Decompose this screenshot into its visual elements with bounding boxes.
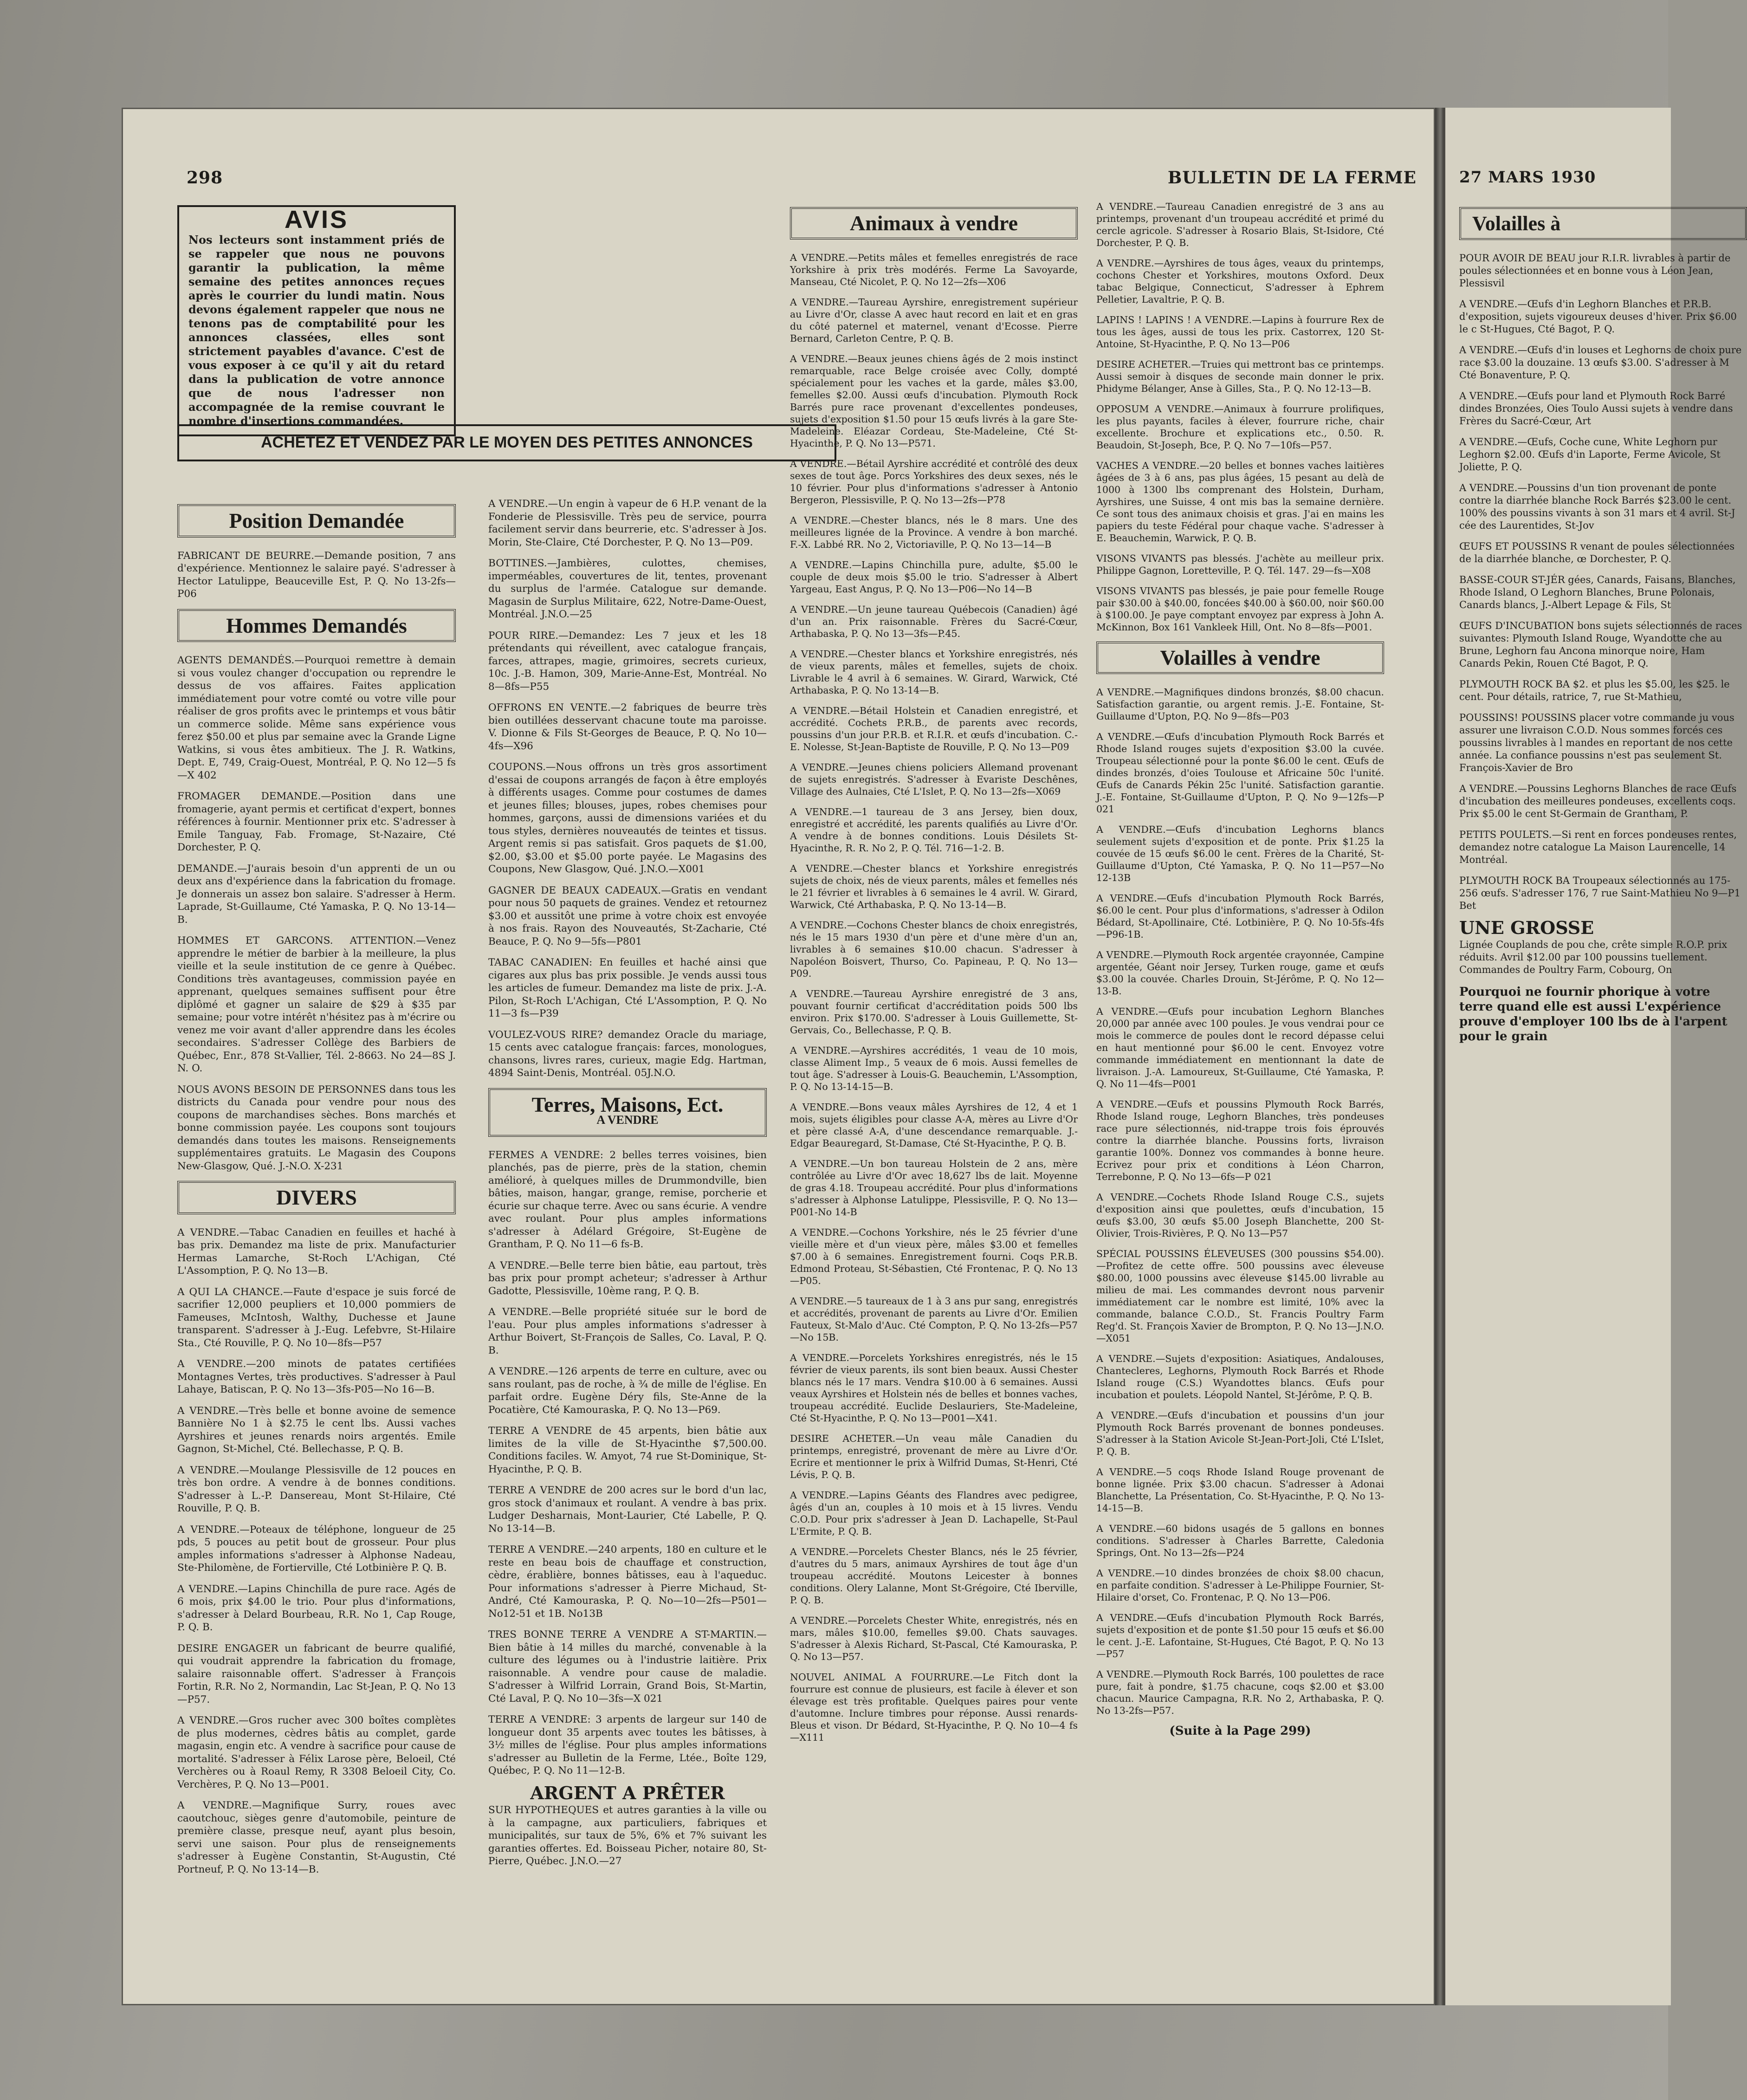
- continued-notice: (Suite à la Page 299): [1169, 1724, 1311, 1738]
- animaux-ad: A VENDRE.—5 taureaux de 1 à 3 ans pur sang, enregistrés et accrédités, provenant de parents au Livre d'Or. Emilien Fauteux, St-Malo d'Auc. Cté Compton, P. Q. No 13-2fs—P57—No 15B.: [790, 1296, 1078, 1343]
- animaux-ad: A VENDRE.—Beaux jeunes chiens âgés de 2 mois instinct remarquable, race Belge croisée avec Colly, dompté spécialement pour les vaches et la garde, mâles $3.00, femelles $2.00. Aussi œufs d'incubation. Plymouth Rock Barrés pure race provenant d'excellentes pondeuses, sujets d'exposition $1.50 pour 15 œufs livrés à la gare Ste-Madeleine. Eléazar Cordeau, Ste-Madeleine, Cté St-Hyacinthe, P. Q. No 13—P571.: [790, 353, 1078, 449]
- classified-ad: A VENDRE.—Ayrshires de tous âges, veaux du printemps, cochons Chester et Yorkshires, moutons Oxford. Deux tabac Belgique, Connecticut, S'adresser à Ephrem Pelletier, Lavaltrie, P. Q. B.: [1096, 258, 1384, 305]
- next-page-ad: PLYMOUTH ROCK BA Troupeaux sélectionnés au 175-256 œufs. S'adresser 176, 7 rue Saint-Mathieu No 9—P1 Bet: [1459, 875, 1741, 911]
- volailles-ad: A VENDRE.—Œufs pour incubation Leghorn Blanches 20,000 par année avec 100 poules. Je vous vendrai pour ce mois le commerce de poules dont le record dépasse celui en haut mentionné pour $6.00 le cent. Envoyez votre commande immédiatement en mentionnant la date de livraison. J.-A. Lamoureux, St-Guillaume, Cté Yamaska, P. Q. No 11—4fs—P001: [1096, 1006, 1384, 1089]
- column-1: [177, 201, 456, 448]
- classified-ad: VISONS VIVANTS pas blessés. J'achète au meilleur prix. Philippe Gagnon, Loretteville, P. Q. Tél. 147. 29—fs—X08: [1096, 553, 1384, 576]
- volailles-ad: A VENDRE.—5 coqs Rhode Island Rouge provenant de bonne lignée. Prix $3.00 chacun. S'adresser à Adonai Blanchette, La Présentation, Co. St-Hyacinthe, P. Q. No 13-14-15—B.: [1096, 1466, 1384, 1514]
- animaux-ad: A VENDRE.—Porcelets Chester Blancs, nés le 25 février, d'autres du 5 mars, animaux Ayrshires de tout âge d'un troupeau accrédité. Moutons Leicester à bonnes conditions. Olery Lalanne, Mont St-Grégoire, Cté Iberville, P. Q. B.: [790, 1546, 1078, 1606]
- achetez-banner-wrap: [177, 414, 836, 480]
- animaux-ad: A VENDRE.—Taureau Ayrshire enregistré de 3 ans, pouvant fournir certificat d'accréditation poids 500 lbs environ. Prix $170.00. S'adresser à Louis Guillemette, St-Gervais, Co., Bellechasse, P. Q. B.: [790, 988, 1078, 1036]
- terres-ad: A VENDRE.—126 arpents de terre en culture, avec ou sans roulant, pas de roche, à ¾ de mille de l'église. En parfait ordre. Eugène Déry fils, Ste-Anne de la Pocatière, Cté Kamouraska, P. Q. No 13—P69.: [488, 1366, 767, 1416]
- avis-text: Nos lecteurs sont instamment priés de se rappeler que nous ne pouvons garantir la publication, la même semaine des petites annonces reçues après le courrier du lundi matin. Nous devons également rappeler que nous ne tenons pas de comptabilité pour les annonces classées, elles sont strictement payables d'avance. C'est de vous exposer à ce qu'il y ait du retard dans la publication de votre annonce que de nous l'adresser non accompagnée de la remise couvrant le nombre d'insertions commandées.: [188, 233, 445, 428]
- column-2: [488, 498, 767, 1876]
- divers-ad: A VENDRE.—Tabac Canadien en feuilles et haché à bas prix. Demandez ma liste de prix. Manufacturier Hermas Lamarche, St-Roch L'Achigan, Cté L'Assomption, P. Q. No 13—B.: [177, 1226, 456, 1277]
- terres-title-text: Terres, Maisons, Ect.: [531, 1092, 724, 1116]
- divers-title: DIVERS: [177, 1181, 456, 1214]
- avis-box: [177, 205, 456, 436]
- volailles-ad: A VENDRE.—Sujets d'exposition: Asiatiques, Andalouses, Chantecleres, Leghorns, Plymouth Rock Barrés et Rhode Island rouge (C.S.) Wyandottes blancs. Œufs pour incubation et poulets. Léopold Nantel, St-Jérôme, P. Q. B.: [1096, 1353, 1384, 1400]
- next-page-ad: A VENDRE.—Poussins Leghorns Blanches de race Œufs d'incubation des meilleures pondeuses, excellents coqs. Prix $5.00 le cent St-Germain de Grantham, P.: [1459, 783, 1737, 819]
- classified-ad: VOULEZ-VOUS RIRE? demandez Oracle du mariage, 15 cents avec catalogue français: farces, monologues, chansons, livres rares, curieux, magie Edg. Hartman, 4894 Saint-Denis, Montréal. 05J.N.O.: [488, 1029, 767, 1079]
- volailles-ad: A VENDRE.—Œufs d'incubation Plymouth Rock Barrés, $6.00 le cent. Pour plus d'informations, s'adresser à Odilon Bédard, St-Apollinaire, Cté. Lotbinière, P. Q. No 10-5fs-4fs—P96-1B.: [1096, 893, 1384, 940]
- hommes-demandes-title: Hommes Demandés: [177, 609, 456, 642]
- classified-ad: GAGNER DE BEAUX CADEAUX.—Gratis en vendant pour nous 50 paquets de graines. Vendez et retournez $3.00 et aussitôt une prime à votre choix est envoyée à nos frais. Rayon des Nouveautés, St-Zacharie, Cté Beauce, P. Q. No 9—5fs—P801: [488, 884, 767, 947]
- argent-ad: SUR HYPOTHEQUES et autres garanties à la ville ou à la campagne, aux particuliers, fabriques et municipalités, sur taux de 5%, 6% et 7% suivant les garanties offertes. Ed. Boisseau Picher, notaire 80, St-Pierre, Québec. J.N.O.—27: [488, 1804, 767, 1867]
- terres-ad: A VENDRE.—Belle terre bien bâtie, eau partout, très bas prix pour prompt acheteur; s'adresser à Arthur Gadotte, Plessisville, 10ème rang, P. Q. B.: [488, 1259, 767, 1297]
- animaux-ad: A VENDRE.—Porcelets Chester White, enregistrés, nés en mars, mâles $10.00, femelles $9.00. Chats sauvages. S'adresser à Alexis Richard, St-Pascal, Cté Kamouraska, P. Q. No 13—P57.: [790, 1615, 1078, 1662]
- volailles-ad: A VENDRE.—Œufs d'incubation Plymouth Rock Barrés et Rhode Island rouges sujets d'exposition $3.00 la cuvée. Troupeau sélectionné pour la ponte $6.00 le cent. Œufs de dindes bronzés, d'oies Toulouse et Africaine 50c l'unité. Œufs de Canards Pékin 25c l'unité. Satisfaction garantie. J.-E. Fontaine, St-Guillaume d'Upton, P. Q. No 9—12fs—P 021: [1096, 731, 1384, 815]
- volailles-ad: SPÉCIAL POUSSINS ÉLEVEUSES (300 poussins $54.00).—Profitez de cette offre. 500 poussins avec éleveuse $80.00, 1000 poussins avec éleveuse $145.00 livrable au milieu de mai. Les commandes devront nous parvenir immédiatement car le nombre est limité, 10% avec la commande, balance C.O.D., St. Francis Poultry Farm Reg'd. St. François Xavier de Brompton, P. Q. No 13—J.N.O.—X051: [1096, 1248, 1384, 1344]
- terres-subtitle: A VENDRE: [596, 1113, 659, 1127]
- animaux-ad: A VENDRE.—Chester blancs et Yorkshire enregistrés sujets de choix, nés de vieux parents, mâles et femelles nés le 21 février et livrables à 6 semaines le 4 avril. W. Girard, Warwick, Cté Arthabaska, P. Q. No 13-14—B.: [790, 863, 1078, 910]
- volailles-ad: A VENDRE.—Œufs d'incubation Plymouth Rock Barrés, sujets d'exposition et de ponte $1.50 pour 15 œufs et $6.00 le cent. J.-E. Lafontaine, St-Hugues, Cté Bagot, P. Q. No 13—P57: [1096, 1612, 1385, 1659]
- classified-ad: LAPINS ! LAPINS ! A VENDRE.—Lapins à fourrure Rex de tous les âges, aussi de tous les prix. Castorrex, 120 St-Antoine, St-Hyacinthe, P. Q. No 13—P06: [1096, 314, 1384, 350]
- divers-ad: A VENDRE.—Moulange Plessisville de 12 pouces en très bon ordre. A vendre à de bonnes conditions. S'adresser à L.-P. Dansereau, Mont St-Hilaire, Cté Rouville, P. Q. B.: [177, 1464, 456, 1514]
- column-1-classifieds: [177, 498, 456, 1884]
- terres-ad: TERRE A VENDRE.—240 arpents, 180 en culture et le reste en beau bois de chauffage et construction, cèdre, érablière, bonnes bâtisses, eau à l'aqueduc. Pour informations s'adresser à Pierre Michaud, St-André, Cté Kamouraska, P. Q. No—10—2fs—P501—No12-51 et 1B. No13B: [488, 1544, 767, 1620]
- volailles-ad: A VENDRE.—Œufs et poussins Plymouth Rock Barrés, Rhode Island rouge, Leghorn Blanches, très pondeuses race pure sélectionnés, nid-trappe trois fois éprouvés contre la diarrhée blanche. Poussins forts, livraison garantie 100%. Donnez vos commandes à bonne heure. Ecrivez pour prix et conditions à Léon Charron, Terrebonne, P. Q. No 13—6fs—P 021: [1096, 1099, 1384, 1182]
- volailles-ad: A VENDRE.—Plymouth Rock Barrés, 100 poulettes de race pure, fait à pondre, $1.75 chacune, coqs $2.00 et $3.00 chacun. Maurice Campagna, R.R. No 2, Arthabaska, P. Q. No 13-2fs—P57.: [1096, 1669, 1384, 1716]
- terres-ad: FERMES A VENDRE: 2 belles terres voisines, bien planchés, pas de pierre, près de la station, chemin amélioré, à quelques milles de Drummondville, bien bâties, maison, hangar, grange, remise, porcherie et écurie sur chaque terre. Avec ou sans écurie. A vendre avec roulant. Pour plus amples informations s'adresser à Adélard Grégoire, St-Eugène de Grantham, P. Q. No 11—6 fs-B.: [488, 1149, 767, 1250]
- divers-ad: A VENDRE.—Magnifique Surry, roues avec caoutchouc, sièges genre d'automobile, peinture de première classe, presque neuf, ayant plus besoin, servi une saison. Pour plus de renseignements s'adresser à Eugène Constantin, St-Augustin, Cté Portneuf, P. Q. No 13-14—B.: [177, 1800, 456, 1875]
- avis-title: AVIS: [284, 206, 349, 233]
- divers-ad: A VENDRE.—200 minots de patates certifiées Montagnes Vertes, très productives. S'adresser à Paul Lahaye, Batiscan, P. Q. No 13—3fs-P05—No 16—B.: [177, 1358, 456, 1395]
- volailles-ad: A VENDRE.—Cochets Rhode Island Rouge C.S., sujets d'exposition ainsi que poulettes, œufs d'incubation, 15 œufs $3.00, 30 œufs $5.00 Joseph Blanchette, 200 St-Olivier, Trois-Rivières, P. Q. No 13—P57: [1096, 1192, 1384, 1239]
- argent-a-preter-title: ARGENT A PRÊTER: [530, 1782, 725, 1803]
- volailles-a-vendre-title: Volailles à vendre: [1096, 642, 1384, 674]
- divers-ad: A VENDRE.—Lapins Chinchilla de pure race. Agés de 6 mois, prix $4.00 le trio. Pour plus d'informations, s'adresser à Delard Bourbeau, R.R. No 1, Cap Rouge, P. Q. B.: [177, 1583, 456, 1633]
- terres-ad: TRES BONNE TERRE A VENDRE A ST-MARTIN.—Bien bâtie à 14 milles du marché, convenable à la culture des légumes ou à l'industrie laitière. Prix raisonnable. A vendre pour cause de maladie. S'adresser à Wilfrid Lorrain, Grand Bois, St-Martin, Cté Laval, P. Q. No 10—3fs—X 021: [488, 1629, 767, 1705]
- column-4: [1096, 201, 1384, 1737]
- next-page-ad: BASSE-COUR ST-JÉR gées, Canards, Faisans, Blanches, Rhode Island, O Leghorn Blanches, Brune Polonais, Canards blancs, J.-Albert Lepage & Fils, St: [1459, 574, 1736, 610]
- divers-ad: A VENDRE.—Très belle et bonne avoine de semence Bannière No 1 à $2.75 le cent lbs. Aussi vaches Ayrshires et jeunes renards noirs argentés. Emile Gagnon, St-Michel, Cté. Bellechasse, P. Q. B.: [177, 1405, 456, 1455]
- divers-ad: A VENDRE.—Gros rucher avec 300 boîtes complètes de plus modernes, cèdres bâtis au complet, garde magasin, engin etc. A vendre à sacrifice pour cause de mortalité. S'adresser à Félix Larose père, Beloeil, Cté Verchères ou à Roaul Remy, R 3308 Beloeil City, Co. Verchères, P. Q. No 13—P001.: [177, 1715, 456, 1790]
- next-page-ad: A VENDRE.—Œufs d'in louses et Leghorns de choix pure race $3.00 la douzaine. 13 œufs $3.00. S'adresser à M Cté Bonaventure, P. Q.: [1459, 344, 1742, 381]
- animaux-ad: NOUVEL ANIMAL A FOURRURE.—Le Fitch dont la fourrure est connue de plusieurs, est facile à élever et son élevage est très profitable. Quelques paires pour vente d'automne. Inclure timbres pour réponse. Aussi renards-Bleus et vison. Dr Bédard, St-Hyacinthe, P. Q. No 10—4 fs—X111: [790, 1672, 1078, 1743]
- next-page-ad: ŒUFS D'INCUBATION bons sujets sélectionnés de races suivantes: Plymouth Island Rouge, Wyandotte che au Brune, Leghorn fau Ancona minorque noire, Ham Canards Pekin, Rouen Cté Bagot, P. Q.: [1459, 620, 1742, 669]
- terres-ad: A VENDRE.—Belle propriété située sur le bord de l'eau. Pour plus amples informations s'adresser à Arthur Boivert, St-François de Salles, Co. Laval, P. Q. B.: [488, 1306, 767, 1356]
- animaux-ad: A VENDRE.—Chester blancs, nés le 8 mars. Une des meilleures lignée de la Province. A vendre à bon marché. F.-X. Labbé RR. No 2, Victoriaville, P. Q. No 13—14—B: [790, 515, 1078, 550]
- hommes-ad: HOMMES ET GARCONS. ATTENTION.—Venez apprendre le métier de barbier à la meilleure, la plus vieille et la seule institution de ce genre à Québec. Conditions très avantageuses, commission payée en apprenant, quelques semaines suffisent pour être diplômé et gagner un salaire de $29 à $35 par semaine; pour votre intérêt n'hésitez pas à m'écrire ou venez me voir avant d'aller apprendre dans les écoles secondaires. S'adresser Collège des Barbiers de Québec, Enr., 878 St-Vallier, Tél. 2-8663. No 24—8S J. N. O.: [177, 935, 456, 1074]
- classified-ad: COUPONS.—Nous offrons un très gros assortiment d'essai de coupons arrangés de façon à être employés à différents usages. Comme pour costumes de dames et jeunes filles; blouses, jupes, robes chemises pour hommes, garçons, aussi de dimensions variées et du tous styles, dernières nouveautés de teintes et tissus. Argent remis si pas satisfait. Gros paquets de $1.00, $2.00, $3.00 et $5.00 porte payée. Le Magasins des Coupons, New Glasgow, Qué. J.N.O.—X001: [488, 761, 767, 875]
- hommes-ad: AGENTS DEMANDÉS.—Pourquoi remettre à demain si vous voulez changer d'occupation ou reprendre le dessus de vos affaires. Faites application immédiatement pour votre comté ou votre ville pour réaliser de gros profits avec le printemps et vous bâtir un commerce solide. Même sans expérience vous ferez $50.00 et plus par semaine avec la Grande Ligne Watkins, si vous êtes ambitieux. The J. R. Watkins, Dept. E, 749, Craig-Ouest, Montréal, P. Q. No 12—5 fs—X 402: [177, 655, 456, 781]
- classified-ad: A VENDRE.—Taureau Canadien enregistré de 3 ans au printemps, provenant d'un troupeau accrédité et primé du cercle agricole. S'adresser à Rosario Blais, St-Isidore, Cté Dorchester, P. Q. B.: [1096, 201, 1384, 248]
- achetez-banner: ACHETEZ ET VENDEZ PAR LE MOYEN DES PETITES ANNONCES: [177, 424, 836, 461]
- animaux-ad: A VENDRE.—1 taureau de 3 ans Jersey, bien doux, enregistré et accrédité, les parents qualifiés au Livre d'Or. A vendre à de bonnes conditions. Louis Désilets St-Hyacinthe, R. R. No 2, P. Q. Tél. 716—1-2. B.: [790, 806, 1078, 854]
- animaux-ad: DESIRE ACHETER.—Un veau mâle Canadien du printemps, enregistré, provenant de mère au Livre d'Or. Ecrire et mentionner le prix à Wilfrid Dumas, St-Henri, Cté Lévis, P. Q. B.: [790, 1433, 1078, 1480]
- next-page-ad: A VENDRE.—Poussins d'un tion provenant de ponte contre la diarrhée blanche Rock Barrés $23.00 le cent. 100% des poussins vivants à son 31 mars et 4 avril. St-J cée des Laurentides, St-Jov: [1459, 482, 1735, 531]
- animaux-ad: A VENDRE.—Jeunes chiens policiers Allemand provenant de sujets enregistrés. S'adresser à Evariste Deschênes, Village des Aulnaies, Cté L'Islet, P. Q. No 13—2fs—X069: [790, 762, 1078, 797]
- position-ad: FABRICANT DE BEURRE.—Demande position, 7 ans d'expérience. Mentionnez le salaire payé. S'adresser à Hector Latulippe, Beauceville Est, P. Q. No 13-2fs—P06: [177, 550, 456, 600]
- animaux-ad: A VENDRE.—Bons veaux mâles Ayrshires de 12, 4 et 1 mois, sujets éligibles pour classe A-A, mères au Livre d'Or et père classé A-A, d'une descendance remarquable. J.-Edgar Beauregard, St-Damase, Cté St-Hyacinthe, P. Q. B.: [790, 1102, 1078, 1149]
- classified-ad: VISONS VIVANTS pas blessés, je paie pour femelle Rouge pair $30.00 à $40.00, foncées $40.00 à $60.00, noir $60.00 à $100.00. Je paye comptant envoyez par express à John A. McKinnon, Box 161 Vankleek Hill, Ont. No 8—8fs—P001.: [1096, 585, 1384, 633]
- classified-ad: OPPOSUM A VENDRE.—Animaux à fourrure prolifiques, les plus payants, faciles à élever, fourrure riche, chair excellente. Brochure et explications etc., 0.50. R. Beaudoin, St-Joseph, Bce, P. Q. No 7—10fs—P57.: [1096, 403, 1384, 451]
- volailles-ad: A VENDRE.—10 dindes bronzées de choix $8.00 chacun, en parfaite condition. S'adresser à Le-Philippe Fournier, St-Hilaire d'orset, Co. Frontenac, P. Q. No 13—P06.: [1096, 1568, 1384, 1603]
- next-page-date: 27 MARS 1930: [1459, 168, 1596, 187]
- animaux-ad: A VENDRE.—Petits mâles et femelles enregistrés de race Yorkshire à prix très modérés. Ferme La Savoyarde, Manseau, Cté Nicolet, P. Q. No 12—2fs—X06: [790, 252, 1078, 287]
- next-page-ad: PLYMOUTH ROCK BA $2. et plus les $5.00, les $25. le cent. Pour détails, ratrice, 7, rue St-Mathieu,: [1459, 679, 1730, 702]
- next-page-ad: ŒUFS ET POUSSINS R venant de poules sélectionnées de la diarrhée blanche, œ Dorchester, P. Q.: [1459, 541, 1735, 564]
- next-page-fragment: [1443, 108, 1742, 2005]
- animaux-ad: A VENDRE.—Bétail Ayrshire accrédité et contrôlé des deux sexes de tout âge. Porcs Yorkshires des deux sexes, nés le 10 février. Pour plus d'informations s'adresser à Antonio Bergeron, Plessisville, P. Q. No 13—2fs—P78: [790, 458, 1078, 506]
- animaux-ad: A VENDRE.—Ayrshires accrédités, 1 veau de 10 mois, classe Aliment Imp., 5 veaux de 6 mois. Aussi femelles de tout âge. S'adresser à Louis-G. Beauchemin, L'Assomption, P. Q. No 13-14-15—B.: [790, 1045, 1078, 1092]
- classified-ad: TABAC CANADIEN: En feuilles et haché ainsi que cigares aux plus bas prix possible. Je vends aussi tous les articles de fumeur. Demandez ma liste de prix. J.-A. Pilon, St-Roch L'Achigan, Cté L'Assomption, P. Q. No 11—3 fs—P39: [488, 957, 767, 1019]
- animaux-ad: A VENDRE.—Bétail Holstein et Canadien enregistré, et accrédité. Cochets P.R.B., de parents avec records, poussins d'un jour P.R.B. et R.I.R. et œufs d'incubation. C.-E. Nolesse, St-Jean-Baptiste de Rouville, P. Q. No 13—P09: [790, 705, 1078, 752]
- next-page-ad: PETITS POULETS.—Si rent en forces pondeuses rentes, demandez notre catalogue La Maison Laurencelle, 14 Montréal.: [1459, 829, 1737, 865]
- publication-title: BULLETIN DE LA FERME: [1167, 168, 1417, 188]
- classified-ad: A VENDRE.—Un engin à vapeur de 6 H.P. venant de la Fonderie de Plessisville. Très peu de service, pourra facilement servir dans beurrerie, etc. S'adresser à Jos. Morin, Ste-Claire, Cté Dorchester, P. Q. No 13—P09.: [488, 498, 767, 548]
- hommes-ad: NOUS AVONS BESOIN DE PERSONNES dans tous les districts du Canada pour vendre pour nous des coupons de marchandises sèches. Bons marchés et bonne commission payée. Les coupons sont toujours demandés dans toutes les maisons. Renseignements supplémentaires gratuits. Le Magasin des Coupons New-Glasgow, Qué. J.-N.O. X-231: [177, 1083, 456, 1172]
- animaux-ad: A VENDRE.—Un jeune taureau Québecois (Canadien) âgé d'un an. Prix raisonnable. Frères du Sacré-Cœur, Arthabaska, P. Q. No 13—3fs—P.45.: [790, 604, 1078, 639]
- animaux-ad: A VENDRE.—Porcelets Yorkshires enregistrés, nés le 15 février de vieux parents, ils sont bien beaux. Aussi Chester blancs nés le 17 mars. Vendra $10.00 à 6 semaines. Aussi veaux Ayrshires et Holstein nés de belles et bonnes vaches, troupeau accrédité. Euclide Deslauriers, Ste-Madeleine, Cté St-Hyacinthe, P. Q. No 13—P001—X41.: [790, 1352, 1078, 1424]
- next-page-ad: A VENDRE.—Œufs d'in Leghorn Blanches et P.R.B. d'exposition, sujets vigoureux deuses d'hiver. Prix $6.00 le c St-Hugues, Cté Bagot, P. Q.: [1459, 298, 1737, 335]
- classified-ad: POUR RIRE.—Demandez: Les 7 jeux et les 18 prétendants qui réveillent, avec catalogue français, farces, attrapes, magie, grimoires, secrets curieux, 10c. J.-B. Hamon, 309, Marie-Anne-Est, Montréal. No 8—8fs—P55: [488, 629, 767, 693]
- terres-ad: TERRE A VENDRE: 3 arpents de largeur sur 140 de longueur dont 35 arpents avec toutes les bâtisses, à 3½ milles de l'église. Pour plus amples informations s'adresser au Bulletin de la Ferme, Ltée., Boîte 129, Québec, P. Q. No 11—12-B.: [488, 1714, 767, 1776]
- next-page-column: [1459, 201, 1747, 1052]
- classified-ad: VACHES A VENDRE.—20 belles et bonnes vaches laitières âgées de 3 à 6 ans, pas plus âgées, 15 pesant au delà de 1000 à 1300 lbs comprenant des Holstein, Durham, Ayrshires, une Suisse, 4 ont mis bas la semaine dernière. Ce sont tous des animaux choisis et gras. J'ai en mains les papiers du teste Fédéral pour chaque vache. S'adresser à E. Beauchemin, Warwick, P. Q. B.: [1096, 460, 1384, 544]
- classified-ad: DESIRE ACHETER.—Truies qui mettront bas ce printemps. Aussi semoir à disques de seconde main donner le prix. Phidyme Bélanger, Anse à Gilles, Sta., P. Q. No 12-13—B.: [1096, 359, 1384, 394]
- page-number: 298: [187, 168, 223, 188]
- next-page-ad: A VENDRE.—Œufs pour land et Plymouth Rock Barré dindes Bronzées, Oies Toulo Aussi sujets à vendre dans Frères du Sacré-Cœur, Art: [1459, 390, 1733, 427]
- next-page-ad: A VENDRE.—Œufs, Coche cune, White Leghorn pur Leghorn $2.00. Œufs d'in Laporte, Ferme Avicole, St Joliette, P. Q.: [1459, 436, 1721, 473]
- classified-ad: BOTTINES.—Jambières, culottes, chemises, imperméables, couvertures de lit, tentes, provenant du surplus de l'armée. Catalogue sur demande. Magasin de Surplus Militaire, 622, Notre-Dame-Ouest, Montréal. J.N.O.—25: [488, 557, 767, 620]
- terres-ad: TERRE A VENDRE de 200 acres sur le bord d'un lac, gros stock d'animaux et roulant. A vendre à bas prix. Ludger Desharnais, Mont-Laurier, Cté Labelle, P. Q. No 13-14—B.: [488, 1484, 767, 1535]
- une-grosse-title: UNE GROSSE: [1459, 917, 1594, 938]
- column-3: [790, 201, 1078, 1752]
- terres-title: [488, 1088, 767, 1137]
- volailles-ad: A VENDRE.—Œufs d'incubation Leghorns blancs seulement sujets d'exposition et de ponte. Prix $1.25 la couvée de 15 œufs $6.00 le cent. Frères de la Charité, St-Guillaume d'Upton, Cté Yamaska, P. Q. No 11—P57—No 12-13B: [1096, 824, 1384, 883]
- animaux-ad: A VENDRE.—Taureau Ayrshire, enregistrement supérieur au Livre d'Or, classe A avec haut record en lait et en gras du côté paternel et maternel, venant d'Ecosse. Pierre Bernard, Carleton Centre, P. Q. B.: [790, 297, 1078, 344]
- animaux-ad: A VENDRE.—Lapins Chinchilla pure, adulte, $5.00 le couple de deux mois $5.00 le trio. S'adresser à Albert Yargeau, East Angus, P. Q. No 13—P06—No 14—B: [790, 559, 1078, 595]
- animaux-ad: A VENDRE.—Cochons Yorkshire, nés le 25 février d'une vieille mère et d'un vieux père, mâles $3.00 et femelles $7.00 à 6 semaines. Enregistrement fourni. Coqs P.R.B. Edmond Proteau, St-Sébastien, Cté Frontenac, P. Q. No 13—P05.: [790, 1227, 1078, 1286]
- animaux-ad: A VENDRE.—Chester blancs et Yorkshire enregistrés, nés de vieux parents, mâles et femelles, sujets de choix. Livrable le 4 avril à 6 semaines. W. Girard, Warwick, Cté Arthabaska, P. Q. No 13-14—B.: [790, 648, 1078, 696]
- animaux-a-vendre-title: Animaux à vendre: [790, 207, 1078, 240]
- divers-ad: A VENDRE.—Poteaux de téléphone, longueur de 25 pds, 5 pouces au petit bout de grosseur. Pour plus amples informations s'adresser à Alphonse Nadeau, Ste-Philomène, de Fortierville, Cté Lotbinière P. Q. B.: [177, 1523, 456, 1574]
- hommes-ad: FROMAGER DEMANDE.—Position dans une fromagerie, ayant permis et certificat d'expert, bonnes références à fournir. Mentionner prix etc. S'adresser à Emile Tanguay, Fab. Fromage, St-Nazaire, Cté Dorchester, P. Q.: [177, 791, 456, 853]
- volailles-ad: A VENDRE.—60 bidons usagés de 5 gallons en bonnes conditions. S'adresser à Charles Barrette, Caledonia Springs, Ont. No 13—2fs—P24: [1096, 1523, 1384, 1558]
- next-page-ad: POUR AVOIR DE BEAU jour R.I.R. livrables à partir de poules sélectionnées et en bonne vous à Léon Jean, Plessisvil: [1459, 253, 1731, 289]
- divers-ad: DESIRE ENGAGER un fabricant de beurre qualifié, qui voudrait apprendre la fabrication du fromage, salaire raisonnable offert. S'adresser à François Fortin, R.R. No 2, Normandin, Lac St-Jean, P. Q. No 13—P57.: [177, 1642, 456, 1705]
- closing-text: Pourquoi ne fournir phorique à votre terre quand elle est aussi L'expérience prouve d'employer 100 lbs de à l'arpent pour le grain: [1459, 985, 1728, 1044]
- animaux-ad: A VENDRE.—Un bon taureau Holstein de 2 ans, mère contrôlée au Livre d'Or avec 18,627 lbs de lait. Moyenne de gras 4.18. Troupeau accrédité. Pour plus d'informations s'adresser à Alphonse Latulippe, Plessisville, P. Q. No 13—P001-No 14-B: [790, 1158, 1078, 1218]
- newspaper-page: [122, 108, 1435, 2005]
- animaux-ad: A VENDRE.—Lapins Géants des Flandres avec pedigree, âgés d'un an, couples à 10 mois et à 15 livres. Vendu C.O.D. Pour prix s'adresser à Jean D. Lachapelle, St-Paul L'Ermite, P. Q. B.: [790, 1490, 1078, 1537]
- volailles-ad: A VENDRE.—Œufs d'incubation et poussins d'un jour Plymouth Rock Barrés provenant de bonnes pondeuses. S'adresser à la Station Avicole St-Jean-Port-Joli, Cté L'Islet, P. Q. B.: [1096, 1410, 1384, 1457]
- position-demandee-title: Position Demandée: [177, 504, 456, 538]
- next-page-ad: POUSSINS! POUSSINS placer votre commande ju vous assurer une livraison C.O.D. Nous sommes forcés ces poussins livrables à l mandes en reportant de nos cette année. La confiance poussins n'est pas seulement St. François-Xavier de Bro: [1459, 712, 1734, 773]
- animaux-ad: A VENDRE.—Cochons Chester blancs de choix enregistrés, nés le 15 mars 1930 d'un père et d'une mère d'un an, livrables à 6 semaines $10.00 chacun. S'adresser à Napoléon Boisvert, Thurso, Co. Papineau, P. Q. No 13—P09.: [790, 920, 1078, 979]
- classified-ad: OFFRONS EN VENTE.—2 fabriques de beurre très bien outillées desservant chacune toute ma paroisse. V. Dionne & Fils St-Georges de Beauce, P. Q. No 10—4fs—X96: [488, 702, 767, 752]
- une-grosse-text: Lignée Couplands de pou che, crête simple R.O.P. prix réduits. Avril $12.00 par 100 poussins tuellement. Commandes de Poultry Farm, Cobourg, On: [1459, 939, 1728, 975]
- terres-ad: TERRE A VENDRE de 45 arpents, bien bâtie aux limites de la ville de St-Hyacinthe $7,500.00. Conditions faciles. W. Amyot, 74 rue St-Dominique, St-Hyacinthe, P. Q. B.: [488, 1425, 767, 1475]
- divers-ad: A QUI LA CHANCE.—Faute d'espace je suis forcé de sacrifier 12,000 peupliers et 10,000 pommiers de Fameuses, McIntosh, Walthy, Duchesse et Jaune transparent. S'adresser à J.-Eug. Lefebvre, St-Hilaire Sta., Cté Rouville, P. Q. No 10—8fs—P57: [177, 1286, 456, 1349]
- hommes-ad: DEMANDE.—J'aurais besoin d'un apprenti de un ou deux ans d'expérience dans la fabrication du fromage. Je donnerais un assez bon salaire. S'adresser à Herm. Laprade, St-Guillaume, Cté Yamaska, P. Q. No 13-14—B.: [177, 862, 456, 926]
- volailles-next-title: Volailles à: [1459, 207, 1747, 240]
- volailles-ad: A VENDRE.—Plymouth Rock argentée crayonnée, Campine argentée, Géant noir Jersey, Turken rouge, game et œufs $3.00 la couvée. Charles Drouin, St-Jérôme, P. Q. No 12—13-B.: [1096, 949, 1384, 997]
- volailles-ad: A VENDRE.—Magnifiques dindons bronzés, $8.00 chacun. Satisfaction garantie, ou argent remis. J.-E. Fontaine, St-Guillaume d'Upton, P.Q. No 9—8fs—P03: [1096, 687, 1384, 722]
